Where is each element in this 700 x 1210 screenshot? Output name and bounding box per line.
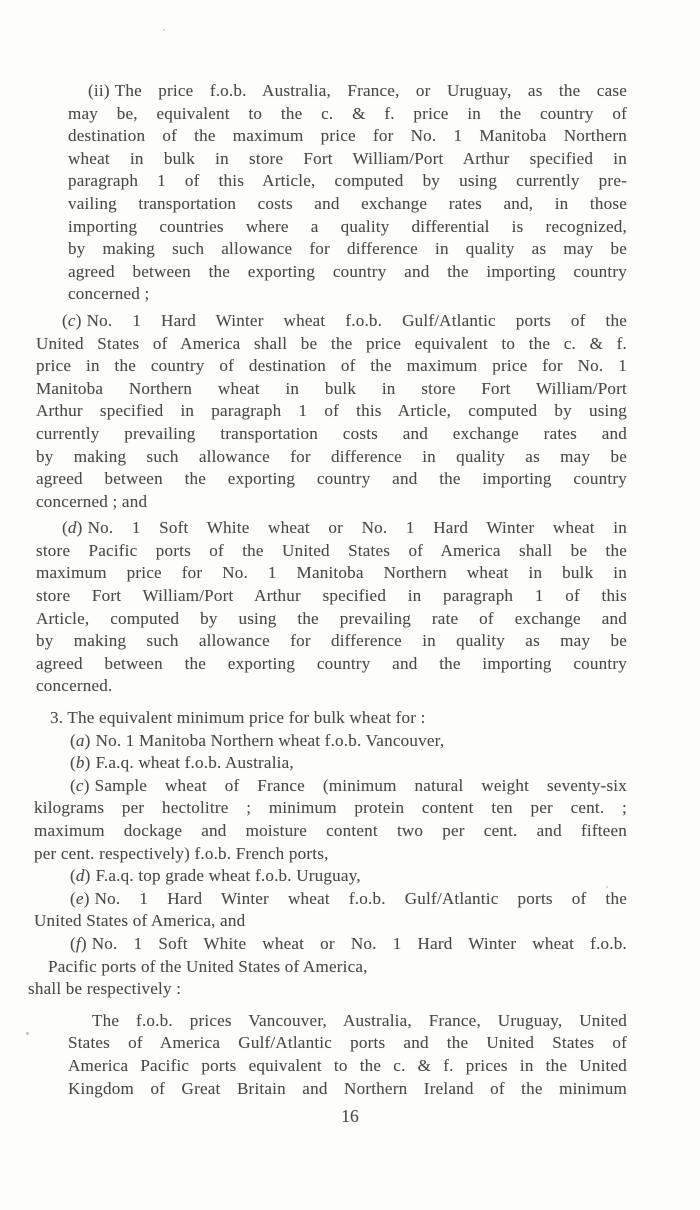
paragraph-item-a [70, 730, 627, 753]
text-line: currently prevailing transportation costs and exchange rates and [36, 423, 627, 443]
paragraph-item-f [48, 933, 627, 978]
paragraph-item-e [34, 888, 627, 933]
paragraph-shall-line [28, 978, 627, 1001]
paragraph-clause-d [36, 517, 627, 698]
text-line: agreed between the exporting country and the importing country [36, 653, 627, 673]
text-line: America Pacific ports equivalent to the c. & f. prices in the United [68, 1055, 627, 1075]
text-line: by making such allowance for difference in quality as may be [36, 631, 627, 651]
list-marker: (c) [62, 310, 82, 330]
text-line: per cent. respectively) f.o.b. French ports, [34, 843, 329, 863]
text-line: United States of America, and [34, 911, 246, 931]
text-line: agreed between the exporting country and the importing country [36, 469, 627, 489]
text-line: United States of America shall be the price equivalent to the c. & f. [36, 333, 627, 353]
text-line: store Fort William/Port Arthur specified in paragraph 1 of this [36, 586, 627, 606]
list-marker: (d) [62, 518, 83, 538]
text-line: destination of the maximum price for No. 1 Manitoba Northern [68, 126, 627, 146]
scan-speck [163, 29, 165, 31]
text-line: concerned. [36, 676, 113, 696]
list-marker: (ii) [88, 81, 110, 100]
text-line: price in the country of destination of the maximum price for No. 1 [36, 356, 627, 376]
text-line: may be, equivalent to the c. & f. price in the country of [68, 103, 627, 123]
text-line: paragraph 1 of this Article, computed by using currently pre- [68, 171, 627, 191]
text-line: Arthur specified in paragraph 1 of this Article, computed by using [36, 401, 627, 421]
text-line: (f) No. 1 Soft White wheat or No. 1 Hard Winter wheat f.o.b. [70, 933, 627, 953]
text-line: (a) No. 1 Manitoba Northern wheat f.o.b. Vancouver, [70, 730, 445, 750]
text-line: concerned ; and [36, 491, 148, 511]
text-line: (b) F.a.q. wheat f.o.b. Australia, [70, 753, 294, 773]
text-line: kilograms per hectolitre ; minimum protein content ten per cent. ; [34, 798, 627, 818]
text-line: maximum dockage and moisture content two per cent. and fifteen [34, 821, 627, 840]
text-line: (d) No. 1 Soft White wheat or No. 1 Hard Winter wheat in [62, 518, 627, 538]
paragraph-item-c [34, 775, 627, 865]
text-line: by making such allowance for difference in quality as may be [36, 446, 627, 466]
text-line: Article, computed by using the prevailing rate of exchange and [36, 608, 627, 628]
text-line: Manitoba Northern wheat in bulk in store Fort William/Port [36, 378, 627, 398]
text-line: (d) F.a.q. top grade wheat f.o.b. Uruguay, [70, 866, 361, 886]
text-line: Kingdom of Great Britain and Northern Ireland of the minimum [68, 1078, 627, 1098]
text-line: (c) Sample wheat of France (minimum natural weight seventy-six [70, 775, 627, 795]
list-marker: (a) [70, 730, 91, 750]
paragraph-closing [68, 1010, 627, 1100]
text-line: States of America Gulf/Atlantic ports and the United States of [68, 1033, 627, 1053]
text-line: wheat in bulk in store Fort William/Port Arthur specified in [68, 148, 627, 168]
text-line: concerned ; [68, 284, 150, 304]
list-marker: (e) [70, 888, 90, 908]
list-marker: (d) [70, 866, 91, 886]
scan-speck [26, 1032, 29, 1035]
text-line: agreed between the exporting country and the importing country [68, 261, 627, 281]
text-line: store Pacific ports of the United States of America shall be the [36, 540, 627, 560]
scan-speck [606, 886, 608, 888]
text-line: shall be respectively : [28, 979, 182, 999]
list-marker: (f) [70, 933, 87, 953]
text-line: maximum price for No. 1 Manitoba Northern wheat in bulk in [36, 563, 627, 583]
paragraph-clause-c [36, 310, 627, 513]
paragraph-item-d [70, 865, 627, 888]
page-text [28, 80, 627, 1100]
text-line: (e) No. 1 Hard Winter wheat f.o.b. Gulf/Atlantic ports of the [70, 888, 627, 908]
text-line: (ii) The price f.o.b. Australia, France, or Uruguay, as the case [88, 81, 627, 100]
paragraph-clause-ii [68, 80, 627, 306]
page-number: 16 [341, 1106, 359, 1126]
list-marker: (c) [70, 775, 90, 795]
paragraph-item-b [70, 752, 627, 775]
text-line: (c) No. 1 Hard Winter wheat f.o.b. Gulf/Atlantic ports of the [62, 310, 627, 330]
text-line: by making such allowance for difference in quality as may be [68, 239, 627, 259]
text-line: Pacific ports of the United States of America, [48, 956, 368, 976]
text-line: The f.o.b. prices Vancouver, Australia, France, Uruguay, United [92, 1010, 627, 1030]
paragraph-section-3 [50, 707, 627, 730]
text-line: 3. The equivalent minimum price for bulk wheat for : [50, 708, 426, 728]
text-line: importing countries where a quality differential is recognized, [68, 216, 627, 236]
text-line: vailing transportation costs and exchange rates and, in those [68, 193, 627, 213]
list-marker: (b) [70, 753, 91, 773]
